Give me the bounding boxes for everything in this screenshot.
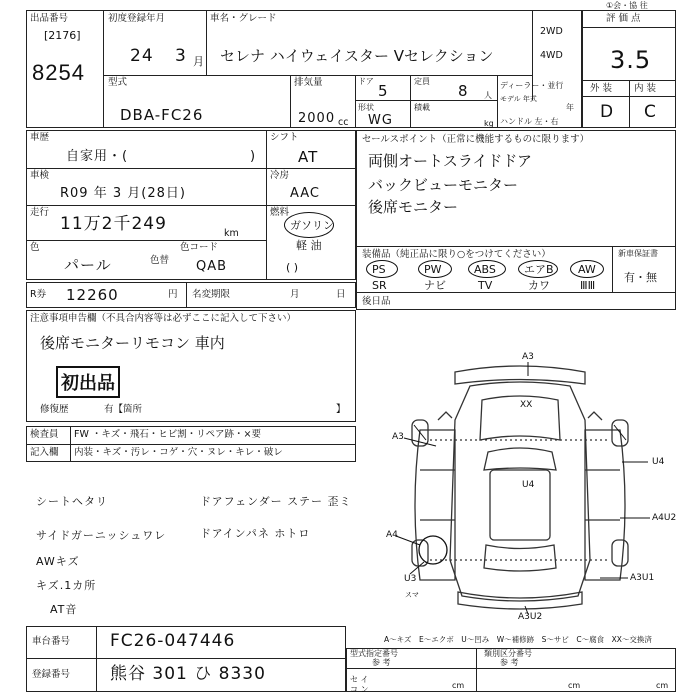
yen-unit: 円	[168, 289, 178, 300]
notes-label: 注意事項申告欄（不具合内容等は必ずここに記入して下さい）	[30, 313, 297, 324]
lot-sub-number: [2176]	[44, 29, 81, 42]
equip-navi: ナビ	[424, 279, 446, 292]
cooler: AAC	[290, 186, 320, 201]
ext-grade: D	[600, 102, 615, 122]
equip-pw: PW	[424, 263, 442, 276]
remark-7: ドアインパネ ホトロ	[200, 527, 311, 540]
equipment-label: 装備品（純正品に限り○をつけてください）	[362, 249, 551, 260]
fuel-gas: ガソリン	[290, 219, 334, 232]
int-grade: C	[644, 102, 657, 122]
kg-unit: kg	[484, 119, 494, 128]
int-label: 内 装	[634, 83, 657, 94]
name-label: 車名・グレード	[210, 13, 277, 24]
equip-sr: SR	[372, 279, 387, 292]
top-corner-note: ①会・協 往	[606, 1, 648, 10]
remark-1: シートヘタリ	[36, 495, 108, 508]
nameplate-month: 月	[290, 289, 300, 300]
cc-unit: cc	[338, 117, 349, 128]
model: DBA-FC26	[120, 106, 204, 124]
year-unit: 年	[566, 103, 574, 112]
cooler-label: 冷房	[270, 170, 290, 181]
diagram-mark-roof: U4	[522, 480, 535, 490]
type-spec-label: 型式指定番号	[350, 649, 398, 658]
new-car-warranty-label: 新車保証書	[618, 249, 658, 258]
equip-leather: カワ	[528, 279, 550, 292]
load-label: 積載	[414, 103, 430, 112]
repair-close: 】	[336, 404, 346, 415]
damage-legend: A～キズ E～エクボ U～凹み W～補修跡 S～サビ C～腐食 XX～交換済	[384, 635, 652, 644]
doors-label: ドア	[358, 77, 374, 86]
person-unit: 人	[484, 91, 492, 100]
color-code-label: 色コード	[180, 242, 219, 253]
diagram-mark-rear: A3U2	[518, 612, 543, 622]
shape: WG	[368, 113, 393, 128]
first-listing-stamp: 初出品	[56, 366, 120, 398]
color: パール	[64, 256, 112, 274]
equip-aw: AW	[578, 263, 596, 276]
diagram-mark-right-front: U4	[652, 457, 665, 467]
reg-label: 登録番号	[32, 669, 71, 680]
checker-label: 検査員	[30, 429, 59, 440]
diagram-mark-left-wheel: U3	[404, 574, 417, 584]
recycle-value: 12260	[66, 286, 119, 304]
diagram-mark-right-rear: A3U1	[630, 573, 655, 583]
sales-point-2: バックビューモニター	[368, 176, 519, 194]
shape-label: 形状	[358, 103, 374, 112]
diagram-mark-front: A3	[522, 352, 534, 362]
reg-number: 熊谷 301 ひ 8330	[110, 664, 266, 684]
remark-2: サイドガーニッシュワレ	[36, 529, 167, 542]
equip-third-row: ⅢⅢ	[580, 279, 596, 292]
drive-4wd: 4WD	[540, 50, 563, 61]
inspector-row-2: 内装・キズ・汚レ・コゲ・穴・ヌレ・キレ・破レ	[74, 447, 283, 458]
color-swap-label: 色替	[150, 255, 170, 266]
color-code: QAB	[196, 259, 228, 274]
fuel-paren: ( )	[286, 261, 299, 274]
remark-5: AT音	[50, 603, 78, 616]
dealer-label: ディーラー・並行	[500, 81, 564, 90]
drive-2wd: 2WD	[540, 26, 563, 37]
inspector-row-1: FW ・キズ・飛石・ヒビ割・リペア跡・×要	[74, 429, 261, 440]
recycle-label: R券	[30, 289, 47, 300]
capacity-label: 定員	[414, 77, 430, 86]
sei-label: セ イ	[350, 675, 369, 684]
nameplate-label: 名変期限	[192, 289, 231, 300]
doors: 5	[378, 82, 389, 100]
mileage-label: 走行	[30, 207, 50, 218]
ref-1: 参 考	[372, 658, 391, 667]
diagram-mark-hood: XX	[520, 400, 533, 410]
displacement: 2000	[298, 111, 336, 126]
inspection: R09 年 3 月(28日)	[60, 186, 186, 201]
fuel-diesel: 軽 油	[296, 239, 322, 252]
rear-items-label: 後日品	[362, 296, 391, 307]
model-year-label: モデル 年式	[500, 95, 537, 103]
class-label: 類別区分番号	[484, 649, 532, 658]
color-label: 色	[30, 242, 40, 253]
ref-2: 参 考	[500, 658, 519, 667]
nameplate-day: 日	[336, 289, 346, 300]
shift: AT	[298, 148, 319, 166]
fill-label: 記入欄	[30, 447, 59, 458]
history-label: 車歴	[30, 132, 50, 143]
chassis-label: 車台番号	[32, 636, 71, 647]
warranty-value: 有・無	[624, 271, 657, 284]
first-reg-year: 24	[130, 46, 154, 66]
sales-label: セールスポイント（正常に機能するものに限ります）	[362, 134, 590, 145]
equip-airbag: エアB	[524, 263, 554, 276]
history-value: 自家用・(	[66, 149, 129, 164]
lot-label: 出品番号	[30, 13, 69, 24]
equip-abs: ABS	[474, 263, 496, 276]
equip-ps: PS	[372, 263, 386, 276]
diagram-mark-left-rear: A4	[386, 530, 398, 540]
equip-tv: TV	[478, 279, 493, 292]
handle-label: ハンドル 左・右	[500, 117, 559, 126]
history-paren-close: )	[250, 149, 257, 164]
notes-text: 後席モニターリモコン 車内	[40, 334, 225, 352]
repair-label: 修復歴	[40, 404, 69, 415]
cm-3: cm	[656, 681, 669, 690]
mileage: 11万2千249	[60, 214, 167, 234]
capacity: 8	[458, 82, 469, 100]
fuel-label: 燃料	[270, 207, 290, 218]
lot-number: 8254	[32, 60, 85, 85]
diagram-mark-left-front: A3	[392, 432, 404, 442]
remark-4: キズ.1カ所	[36, 579, 97, 592]
eval-score: 3.5	[610, 46, 652, 74]
repair-value: 有【箇所	[104, 404, 143, 415]
model-label: 型式	[108, 77, 128, 88]
first-reg-label: 初度登録年月	[108, 13, 166, 24]
km-unit: km	[224, 228, 239, 239]
ext-label: 外 装	[590, 83, 613, 94]
cm-2: cm	[568, 681, 581, 690]
sales-point-3: 後席モニター	[368, 198, 459, 216]
remark-3: AWキズ	[36, 555, 80, 568]
ko-label: コ ン	[350, 685, 369, 694]
diagram-mark-right-mid: A4U2	[652, 513, 677, 523]
eval-label: 評 価 点	[606, 13, 641, 24]
displacement-label: 排気量	[294, 77, 323, 88]
first-reg-month: 3	[175, 46, 187, 66]
inspection-label: 車検	[30, 170, 50, 181]
diagram-mark-smart: スマ	[405, 591, 419, 599]
car-name: セレナ ハイウェイスター Vセレクション	[220, 47, 494, 65]
cm-1: cm	[452, 681, 465, 690]
remark-6: ドアフェンダー ステー 歪ミ	[200, 495, 352, 508]
shift-label: シフト	[270, 132, 299, 143]
chassis-number: FC26-047446	[110, 631, 236, 651]
sales-point-1: 両側オートスライドドア	[368, 152, 532, 170]
month-unit: 月	[193, 55, 204, 68]
